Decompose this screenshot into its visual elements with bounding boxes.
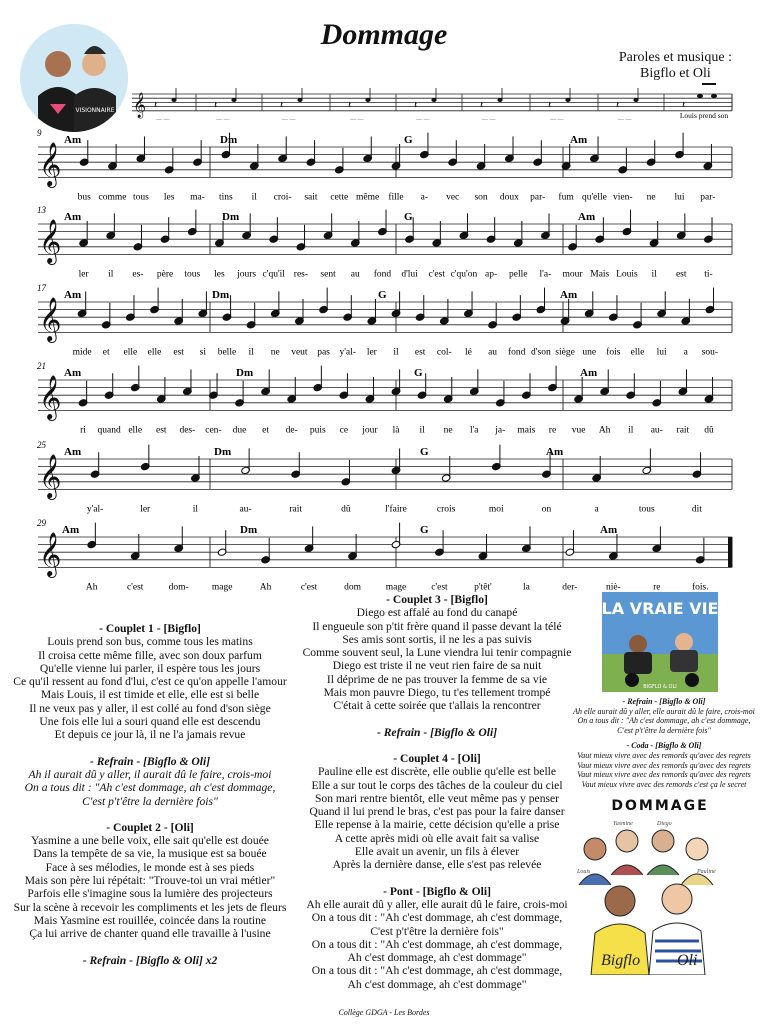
lyric-syllable: p'têt' xyxy=(474,582,492,593)
lyric-syllable: Ah xyxy=(85,582,98,593)
lyric-syllable: vien- xyxy=(613,192,633,203)
lyric-syllable: si xyxy=(199,347,206,358)
chord-symbol: Am xyxy=(580,367,598,379)
lyric-line: Ah elle aurait dû y aller, elle aurait dû le faire, crois-moi xyxy=(306,897,568,911)
chord-symbol: G xyxy=(378,289,387,301)
lyric-syllable: tous xyxy=(184,269,201,280)
lyric-line: Pauline elle est discrète, elle oublie qu'elle est belle xyxy=(317,765,557,779)
characters-illustration xyxy=(565,815,725,975)
signature-oli: Oli xyxy=(677,952,698,969)
measure-number: 17 xyxy=(37,283,46,293)
system-1-clef: 𝄞 xyxy=(39,142,62,186)
lyric-syllable: son xyxy=(474,192,488,203)
lyric-syllable: tous xyxy=(132,192,149,203)
lyric-syllable: Louis xyxy=(616,269,638,280)
intro-mark: — — xyxy=(216,117,230,123)
lyric-syllable: fond xyxy=(373,269,392,280)
lyric-syllable: jours xyxy=(237,269,257,280)
footer: Collège GDGA - Les Bordes xyxy=(338,1008,430,1017)
lyric-syllable: l'faire xyxy=(385,504,407,515)
intro-rest: 𝄽 xyxy=(682,100,686,111)
lyric-syllable: ja- xyxy=(495,425,506,436)
lyric-syllable: il xyxy=(393,347,399,358)
lyric-syllable: comme xyxy=(98,192,127,203)
lyric-syllable: au- xyxy=(239,504,252,515)
intro-clef: 𝄞 xyxy=(133,93,147,118)
lyric-syllable: ler xyxy=(78,269,89,280)
signature-bigflo: Bigflo xyxy=(601,952,641,969)
system-2-clef: 𝄞 xyxy=(39,219,62,263)
lyric-syllable: y'al- xyxy=(339,347,356,358)
lyric-line: Yasmine a une belle voix, elle sait qu'elle est douée xyxy=(31,834,269,848)
lyric-syllable: pelle xyxy=(509,269,528,280)
lyric-syllable: res- xyxy=(293,269,309,280)
art-name-2: Yasmine xyxy=(613,821,633,827)
lyric-line: Quand il lui prend le bras, c'est pas pour la faire danser xyxy=(309,805,565,819)
couplet1-lines xyxy=(4,635,296,741)
side-refrain-heading: - Refrain - [Bigflo & Oli] xyxy=(622,697,706,706)
lyrics-column-1 xyxy=(4,622,296,967)
lyric-syllable: les xyxy=(163,192,175,203)
chord-symbol: Am xyxy=(546,446,564,458)
chord-symbol: Am xyxy=(570,134,588,146)
side-coda-lines xyxy=(560,751,768,789)
lyric-syllable: dû xyxy=(341,504,351,515)
measure-number: 29 xyxy=(37,518,46,528)
lyric-syllable: rait xyxy=(676,425,690,436)
lyric-syllable: elle xyxy=(147,347,162,358)
system-4-clef: 𝄞 xyxy=(39,375,62,419)
measure-number: 21 xyxy=(37,361,46,371)
lyric-syllable: ti- xyxy=(704,269,713,280)
lyric-line: Vaut mieux vivre avec des remords c'est ça le secret xyxy=(581,779,747,789)
lyric-syllable: sait xyxy=(304,192,318,203)
lyric-line: Diego est triste il ne veut rien faire de sa nuit xyxy=(332,659,542,673)
lyric-line: Une fois elle lui a souri quand elle est descendu xyxy=(39,715,261,729)
lyric-line: Diego est affalé au fond du canapé xyxy=(356,606,518,620)
lyric-line: Vaut mieux vivre avec des remords qu'avec des regrets xyxy=(577,760,751,770)
lyric-line: Vaut mieux vivre avec des remords qu'avec des regrets xyxy=(577,770,751,780)
lyric-syllable: au- xyxy=(650,425,663,436)
chord-symbol: Am xyxy=(64,367,82,379)
lyric-syllable: dom- xyxy=(168,582,189,593)
lyric-line: Elle avait un avenir, un fils à élever xyxy=(354,845,520,859)
lyric-syllable: une xyxy=(582,347,597,358)
lyric-line: Elle repense à la mairie, cette décision qu'elle a prise xyxy=(314,818,560,832)
lyric-syllable: au xyxy=(350,269,360,280)
lyric-syllable: est xyxy=(173,347,184,358)
lyric-syllable: ri xyxy=(80,425,86,436)
lyric-line: C'est p't'être la dernière fois" xyxy=(617,725,711,735)
couplet4-heading: - Couplet 4 - [Oli] xyxy=(393,751,481,765)
lyric-syllable: belle xyxy=(217,347,237,358)
chord-symbol: Am xyxy=(64,446,82,458)
lyric-syllable: lui xyxy=(656,347,667,358)
side-refrain-lines xyxy=(560,707,768,736)
lyric-syllable: elle xyxy=(630,347,645,358)
lyric-syllable: ma- xyxy=(190,192,205,203)
chord-symbol: G xyxy=(404,134,413,146)
lyric-syllable: la xyxy=(522,582,530,593)
measure-number: 25 xyxy=(37,440,46,450)
lyric-syllable: doux xyxy=(499,192,519,203)
lyric-line: Ah c'est dommage, ah c'est dommage" xyxy=(347,951,527,965)
lyric-syllable: l'a- xyxy=(539,269,552,280)
intro-mark: — — xyxy=(416,117,430,123)
lyric-syllable: les xyxy=(214,269,225,280)
cover-title: LA VRAIE VIE xyxy=(602,599,718,618)
lyric-syllable: on xyxy=(541,504,552,515)
intro-mark: — — xyxy=(550,117,564,123)
lyric-syllable: même xyxy=(356,192,380,203)
lyric-syllable: de- xyxy=(285,425,298,436)
lyric-line: On a tous dit : "Ah c'est dommage, ah c'est dommage, xyxy=(311,911,563,925)
refrain1-lines xyxy=(4,768,296,808)
art-name-1: Louis xyxy=(577,869,591,875)
lyric-syllable: Ah xyxy=(259,582,272,593)
chord-symbol: Dm xyxy=(212,289,230,301)
chord-symbol: G xyxy=(420,446,429,458)
chord-symbol: Dm xyxy=(214,446,232,458)
intro-rest: 𝄽 xyxy=(414,100,418,111)
lyric-syllable: crois xyxy=(436,504,456,515)
lyric-syllable: fille xyxy=(388,192,404,203)
lyric-line: Mais mon pauvre Diego, tu t'es tellement trompé xyxy=(323,686,551,700)
lyric-line: Et depuis ce jour là, il ne l'a jamais revue xyxy=(54,728,246,742)
lyric-line: Ses amis sont sortis, il ne les a pas suivis xyxy=(342,632,532,646)
chord-symbol: Am xyxy=(560,289,578,301)
intro-rest: 𝄽 xyxy=(548,100,552,111)
lyric-line: Dans la tempête de sa vie, la musique est sa bouée xyxy=(33,847,267,861)
lyric-syllable: fois. xyxy=(691,582,709,593)
lyric-line: Mais Yasmine est rouillée, coincée dans la routine xyxy=(33,913,267,927)
lyric-syllable: et xyxy=(102,347,110,358)
intro-note-head xyxy=(711,94,717,98)
lyric-line: Il engueule son p'tit frère quand il passe devant la télé xyxy=(312,619,562,633)
lyric-syllable: ce xyxy=(339,425,349,436)
lyric-syllable: a- xyxy=(420,192,429,203)
chord-symbol: Dm xyxy=(220,134,238,146)
intro-mark: — — xyxy=(350,117,364,123)
lyric-line: Mais son père lui répétait: "Trouve-toi un vrai métier" xyxy=(24,874,276,888)
lyric-line: Parfois elle s'imagine sous la lumière des projecteurs xyxy=(27,887,273,901)
lyric-syllable: d'son xyxy=(531,347,551,358)
couplet4-lines xyxy=(292,765,582,871)
final-barline xyxy=(728,537,732,567)
shirt-text: VISIONNAIRE xyxy=(75,107,115,114)
lyric-syllable: moi xyxy=(488,504,504,515)
lyric-syllable: et xyxy=(262,425,270,436)
lyric-syllable: jour xyxy=(362,425,378,436)
intro-rest: 𝄽 xyxy=(348,100,352,111)
lyric-syllable: a xyxy=(683,347,688,358)
measure-number: 13 xyxy=(37,205,46,215)
lyric-line: A cette après midi où elle avait fait sa valise xyxy=(334,831,540,845)
lyric-syllable: mais xyxy=(517,425,536,436)
lyric-line: C'est p't'être la dernière fois" xyxy=(82,794,218,808)
lyric-syllable: Ah xyxy=(598,425,611,436)
lyric-syllable: il xyxy=(108,269,114,280)
lyric-line: Il croisa cette même fille, avec son doux parfum xyxy=(38,648,262,662)
lyric-syllable: c'est xyxy=(428,269,445,280)
system-5-clef: 𝄞 xyxy=(39,454,62,498)
lyric-syllable: mage xyxy=(385,582,407,593)
lyric-line: Après la dernière danse, elle s'est pas relevée xyxy=(332,858,542,872)
chord-symbol: G xyxy=(414,367,423,379)
lyric-line: Face à ses mélodies, le monde est à ses pieds xyxy=(45,860,255,874)
lyric-syllable: sou- xyxy=(701,347,719,358)
lyric-line: Ah elle aurait dû y aller, elle aurait dû le faire, crois-moi xyxy=(573,706,755,716)
lyric-syllable: est xyxy=(155,425,167,436)
lyric-line: Ah c'est dommage, ah c'est dommage" xyxy=(347,977,527,991)
chord-symbol: Dm xyxy=(222,211,240,223)
lyric-line: Il ne veux pas y aller, il est collé au fond d'son siège xyxy=(29,701,271,715)
lyric-line: Ce qu'il ressent au fond d'lui, c'est ce qu'on appelle l'amour xyxy=(13,675,287,689)
intro-rest: 𝄽 xyxy=(616,100,620,111)
chord-symbol: G xyxy=(420,524,429,536)
lyric-syllable: ne xyxy=(270,347,280,358)
lyric-syllable: cen- xyxy=(205,425,222,436)
chord-symbol: Dm xyxy=(240,524,258,536)
lyric-syllable: elle xyxy=(123,347,138,358)
lyric-syllable: dom xyxy=(344,582,361,593)
pont-heading: - Pont - [Bigflo & Oli] xyxy=(383,884,491,898)
lyric-syllable: fois xyxy=(606,347,621,358)
lyric-line: On a tous dit : "Ah c'est dommage, ah c'est dommage, xyxy=(311,937,563,951)
chord-symbol: Am xyxy=(62,524,80,536)
lyric-syllable: re xyxy=(548,425,557,436)
pont-lines xyxy=(292,898,582,991)
lyric-line: On a tous dit : "Ah c'est dommage, ah c'est dommage, xyxy=(311,964,563,978)
intro-mark: — — xyxy=(482,117,496,123)
lyric-syllable: ler xyxy=(366,347,377,358)
lyric-syllable: l'a xyxy=(469,425,479,436)
intro-mark: — — xyxy=(156,117,170,123)
lyric-line: Son mari rentre bientôt, elle veut même pas y penser xyxy=(314,791,560,805)
lyric-syllable: a xyxy=(594,504,599,515)
lyric-line: Qu'elle vienne lui parler, il espère tous les jours xyxy=(39,661,261,675)
couplet2-heading: - Couplet 2 - [Oli] xyxy=(106,820,194,834)
lyric-syllable: il xyxy=(651,269,657,280)
intro-rest: 𝄽 xyxy=(280,100,284,111)
couplet1-heading: - Couplet 1 - [Bigflo] xyxy=(99,622,201,635)
lyric-syllable: lé xyxy=(465,347,472,358)
lyric-syllable: est xyxy=(675,269,687,280)
lyric-syllable: des- xyxy=(179,425,196,436)
lyric-syllable: Mais xyxy=(590,269,610,280)
lyric-syllable: pas xyxy=(317,347,330,358)
lyric-syllable: là xyxy=(392,425,400,436)
lyric-syllable: par- xyxy=(530,192,546,203)
chord-symbol: Dm xyxy=(236,367,254,379)
lyric-syllable: dû xyxy=(704,425,714,436)
lyric-syllable: au xyxy=(488,347,498,358)
lyric-syllable: tins xyxy=(219,192,233,203)
lyric-syllable: bus xyxy=(77,192,91,203)
couplet2-lines xyxy=(4,834,296,940)
lyric-syllable: siège xyxy=(555,347,575,358)
lyric-syllable: quand xyxy=(97,425,121,436)
lyric-syllable: mide xyxy=(72,347,92,358)
lyric-line: Ah il aurait dû y aller, il aurait dû le faire, crois-moi xyxy=(28,767,272,781)
system-3-clef: 𝄞 xyxy=(39,297,62,341)
chord-symbol: Am xyxy=(600,524,618,536)
lyric-syllable: il xyxy=(419,425,425,436)
lyric-syllable: ler xyxy=(140,504,151,515)
album-cover xyxy=(602,592,718,692)
lyric-syllable: il xyxy=(192,504,199,515)
pickup-lyric: Louis prend son xyxy=(679,111,729,120)
lyric-line: Louis prend son bus, comme tous les matins xyxy=(47,635,253,649)
intro-mark: — — xyxy=(282,117,296,123)
lyric-syllable: croi- xyxy=(273,192,292,203)
art-name-4: Pauline xyxy=(697,869,716,875)
lyric-line: Sur la scène à recevoir les compliments et les jets de fleurs xyxy=(13,900,287,914)
lyric-syllable: niè- xyxy=(605,582,621,593)
lyric-syllable: qu'elle xyxy=(581,192,607,203)
lyric-line: Ça lui arrive de chanter quand elle travaille à l'usine xyxy=(29,927,271,941)
lyric-syllable: der- xyxy=(562,582,578,593)
lyric-line: On a tous dit : "Ah c'est dommage, ah c'est dommage, xyxy=(577,716,751,726)
chord-symbol: G xyxy=(404,211,413,223)
lyric-syllable: il xyxy=(628,425,634,436)
lyric-syllable: col- xyxy=(436,347,452,358)
couplet3-lines xyxy=(292,606,582,712)
lyric-syllable: père xyxy=(156,269,174,280)
lyric-syllable: c'est xyxy=(126,582,144,593)
cover-subtitle: BIGFLO & OLI xyxy=(643,684,677,690)
lyric-syllable: il xyxy=(248,347,254,358)
lyric-syllable: es- xyxy=(132,269,144,280)
chord-symbol: Am xyxy=(64,211,82,223)
art-name-3: Diego xyxy=(657,821,672,827)
lyric-syllable: puis xyxy=(309,425,326,436)
lyric-line: C'est p't'être la dernière fois" xyxy=(370,924,504,938)
lyric-syllable: il xyxy=(251,192,257,203)
credit-line-2: Bigflo et Oli xyxy=(640,66,711,81)
lyric-syllable: lui xyxy=(674,192,685,203)
side-lyrics xyxy=(560,697,768,789)
system-6-clef: 𝄞 xyxy=(39,532,62,576)
lyric-syllable: vec xyxy=(446,192,460,203)
song-title: Dommage xyxy=(320,18,448,51)
chord-symbol: Am xyxy=(64,289,82,301)
lyric-syllable: rait xyxy=(289,504,303,515)
lyric-syllable: tous xyxy=(638,504,655,515)
refrain3-heading: - Refrain - [Bigflo & Oli] xyxy=(376,725,498,739)
lyric-line: Elle a sur tout le corps des tâches de la couleur du ciel xyxy=(311,778,563,792)
lyric-line: Vaut mieux vivre avec des remords qu'avec des regrets xyxy=(577,750,751,760)
lyrics-column-2 xyxy=(292,593,582,991)
lyric-syllable: fum xyxy=(558,192,574,203)
lyric-syllable: c'qu'il xyxy=(262,269,285,280)
side-coda-heading: - Coda - [Bigflo & Oli] xyxy=(626,741,702,751)
refrain2-heading: - Refrain - [Bigflo & Oli] x2 xyxy=(82,953,218,967)
lyric-syllable: par- xyxy=(700,192,716,203)
lyric-line: On a tous dit : "Ah c'est dommage, ah c'est dommage, xyxy=(24,781,276,795)
lyric-syllable: sent xyxy=(320,269,336,280)
lyric-syllable: ne xyxy=(443,425,453,436)
couplet3-heading: - Couplet 3 - [Bigflo] xyxy=(386,593,488,606)
lyric-syllable: c'est xyxy=(300,582,318,593)
intro-rest: 𝄽 xyxy=(214,100,218,111)
lyric-syllable: fond xyxy=(508,347,526,358)
lyric-syllable: dit xyxy=(691,504,702,515)
lyric-syllable: c'est xyxy=(431,582,448,593)
lyric-line: Mais Louis, il est timide et elle, elle est si belle xyxy=(40,688,260,702)
intro-rest: 𝄽 xyxy=(154,100,158,111)
credit-line-1: Paroles et musique : xyxy=(618,50,732,65)
lyric-line: C'était à cette soirée que t'allais la rencontrer xyxy=(333,699,541,713)
lyric-syllable: elle xyxy=(128,425,143,436)
intro-mark: — — xyxy=(618,117,632,123)
lyric-syllable: ne xyxy=(646,192,656,203)
chord-symbol: Am xyxy=(64,134,82,146)
intro-rest: 𝄽 xyxy=(480,100,484,111)
dommage-logo: DOMMAGE xyxy=(611,798,709,814)
lyric-line: Comme souvent seul, la Lune viendra lui tenir compagnie xyxy=(302,646,572,660)
lyric-syllable: cette xyxy=(330,192,349,203)
lyric-syllable: d'lui xyxy=(401,269,418,280)
lyric-syllable: due xyxy=(232,425,247,436)
lyric-syllable: mour xyxy=(562,269,583,280)
lyric-syllable: c'qu'on xyxy=(450,269,478,280)
lyric-syllable: veut xyxy=(291,347,308,358)
lyric-line: Il déprime de ne pas trouver la femme de sa vie xyxy=(326,672,548,686)
lyric-syllable: vue xyxy=(571,425,586,436)
intro-note-head xyxy=(697,94,703,98)
lyric-syllable: y'al- xyxy=(86,504,104,515)
measure-number: 9 xyxy=(37,128,42,138)
lyric-syllable: ap- xyxy=(485,269,498,280)
chord-symbol: Am xyxy=(578,211,596,223)
lyric-syllable: re xyxy=(653,582,661,593)
lyric-syllable: est xyxy=(414,347,426,358)
lyric-syllable: mage xyxy=(211,582,233,593)
refrain1-heading: - Refrain - [Bigflo & Oli] xyxy=(89,754,211,768)
